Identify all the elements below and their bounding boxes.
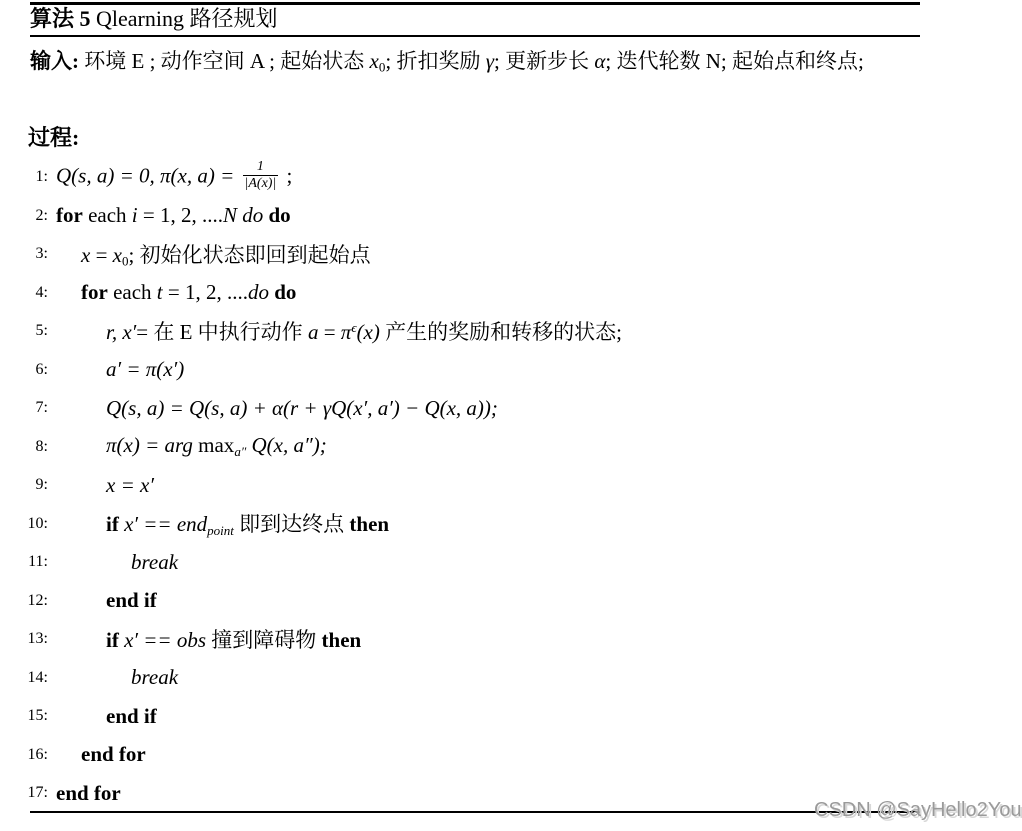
text-segment: 折扣奖励	[396, 49, 486, 73]
line-number: 8:	[35, 437, 48, 455]
text-segment: if	[106, 512, 125, 537]
text-segment: Q(s, a) = 0, π(x, a) =	[56, 163, 240, 188]
text-segment: for	[81, 280, 108, 305]
line-number: 6:	[35, 360, 48, 378]
text-segment: = 1, 2, ....	[137, 203, 223, 228]
text-segment: end for	[56, 780, 121, 805]
text-segment: ;	[281, 163, 293, 188]
line-number: 7:	[35, 399, 48, 417]
line-content	[131, 550, 178, 575]
text-segment: N do	[222, 203, 269, 228]
line-content	[106, 704, 157, 729]
text-segment: x	[81, 242, 91, 267]
line-number: 1:	[35, 168, 48, 186]
text-segment: each	[107, 280, 157, 305]
algo-line-4	[0, 274, 1022, 313]
fraction-denominator: |A(x)|	[244, 175, 277, 191]
text-segment: each	[82, 203, 132, 228]
line-content	[106, 316, 622, 346]
text-segment: Q(x, a″);	[246, 433, 327, 458]
text-segment: break	[131, 665, 179, 690]
line-number: 2:	[35, 206, 48, 224]
line-content	[131, 665, 178, 690]
text-segment: t	[156, 280, 163, 305]
fraction-numerator: 1	[256, 158, 264, 174]
algo-line-6	[0, 351, 1022, 390]
algo-line-8	[0, 428, 1022, 467]
text-segment: do	[247, 280, 275, 305]
text-segment: x	[112, 242, 122, 267]
line-number: 12:	[27, 591, 48, 609]
text-segment: x = x′	[106, 472, 154, 497]
algo-line-5	[0, 312, 1022, 351]
algo-line-13	[0, 620, 1022, 659]
text-segment: 产生的奖励和转移的状态;	[379, 320, 622, 345]
text-segment: ;	[493, 49, 506, 73]
watermark: CSDN @SayHello2You	[814, 799, 1022, 821]
text-segment: a′ = π(x′)	[106, 357, 185, 382]
title-divider-rule	[30, 35, 920, 37]
text-segment: γ	[485, 49, 494, 73]
algo-line-11	[0, 543, 1022, 582]
text-segment: 环境 E ; 动作空间 A ; 起始状态	[79, 49, 370, 73]
line-number: 15:	[27, 707, 48, 725]
bottom-rule	[30, 811, 920, 813]
text-segment: α	[594, 49, 606, 73]
text-segment: i	[131, 203, 138, 228]
line-number: 11:	[28, 553, 48, 571]
text-segment: 在 E 中执行动作	[153, 320, 308, 345]
algo-line-15	[0, 697, 1022, 736]
line-number: 13:	[27, 630, 48, 648]
text-segment: x	[369, 49, 379, 73]
text-segment: =	[318, 320, 341, 345]
algo-line-2	[0, 197, 1022, 236]
text-segment: 更新步长	[505, 49, 595, 73]
text-segment: max	[192, 433, 235, 458]
line-number: 16:	[27, 745, 48, 763]
line-content	[106, 357, 184, 382]
algo-line-16	[0, 736, 1022, 775]
text-segment: ;	[385, 49, 397, 73]
process-label: 过程:	[28, 125, 80, 150]
line-content	[106, 588, 157, 613]
line-number: 10:	[27, 514, 48, 532]
text-segment: 迭代轮数 N; 起始点和终点;	[616, 49, 864, 73]
text-segment: do	[274, 280, 297, 305]
text-segment: point	[207, 523, 234, 539]
algo-line-14	[0, 659, 1022, 698]
line-content	[106, 433, 327, 460]
text-segment: if	[106, 628, 125, 653]
algorithm-name: Qlearning 路径规划	[90, 6, 278, 31]
text-segment: π(x) = arg	[106, 433, 193, 458]
algo-line-12	[0, 582, 1022, 621]
line-content	[56, 158, 293, 194]
text-segment: =	[136, 320, 154, 345]
algo-line-7	[0, 389, 1022, 428]
text-segment: 即到达终点	[233, 512, 350, 537]
text-segment: x′ == end	[124, 512, 208, 537]
input-label: 输入:	[30, 49, 79, 73]
text-segment: Q(s, a) = Q(s, a) + α(r + γQ(x′, a′) − Q(x, a));	[106, 395, 498, 420]
line-content	[106, 508, 389, 539]
text-segment: break	[131, 549, 179, 574]
text-segment: end if	[106, 703, 157, 728]
text-segment: π	[340, 320, 352, 345]
text-segment: 撞到障碍物	[206, 628, 322, 653]
line-content	[81, 239, 371, 270]
text-segment: do	[268, 203, 291, 228]
line-number: 5:	[35, 322, 48, 340]
line-number: 4:	[35, 283, 48, 301]
line-content	[81, 280, 296, 305]
text-segment: ;	[128, 242, 140, 267]
input-declaration	[30, 42, 1020, 87]
line-number: 9:	[35, 476, 48, 494]
text-segment: for	[56, 203, 83, 228]
text-segment: = 1, 2, ....	[162, 280, 248, 305]
line-content	[106, 473, 154, 498]
top-rule	[30, 2, 920, 5]
line-number: 3:	[35, 245, 48, 263]
algo-line-1	[0, 158, 1022, 197]
text-segment: then	[349, 512, 390, 537]
line-content	[106, 624, 361, 654]
text-segment: ;	[605, 49, 617, 73]
line-content	[106, 396, 498, 421]
text-segment: end for	[81, 742, 146, 767]
algorithm-pseudocode-lines	[0, 158, 1022, 813]
algo-line-9	[0, 466, 1022, 505]
text-segment: x′ == obs	[124, 628, 207, 653]
text-segment: a″	[234, 444, 247, 460]
text-segment: 0	[122, 253, 129, 269]
text-segment: then	[321, 628, 362, 653]
text-segment: 初始化状态即回到起始点	[139, 242, 371, 267]
algorithm-title	[30, 6, 277, 32]
line-content	[56, 203, 291, 228]
text-segment: ϵ	[351, 320, 357, 336]
text-segment: end if	[106, 588, 157, 613]
text-segment: a	[307, 320, 319, 345]
algo-line-10	[0, 505, 1022, 544]
input-content	[79, 49, 864, 73]
algo-line-3	[0, 235, 1022, 274]
fraction	[243, 159, 279, 192]
line-content	[81, 742, 146, 767]
text-segment: (x)	[356, 320, 380, 345]
text-segment: =	[90, 242, 113, 267]
algorithm-number-label: 算法 5	[30, 6, 91, 31]
line-number: 17:	[27, 784, 48, 802]
text-segment: 0	[378, 59, 386, 75]
line-number: 14:	[27, 668, 48, 686]
line-content	[56, 781, 121, 806]
text-segment: r, x′	[106, 320, 137, 345]
